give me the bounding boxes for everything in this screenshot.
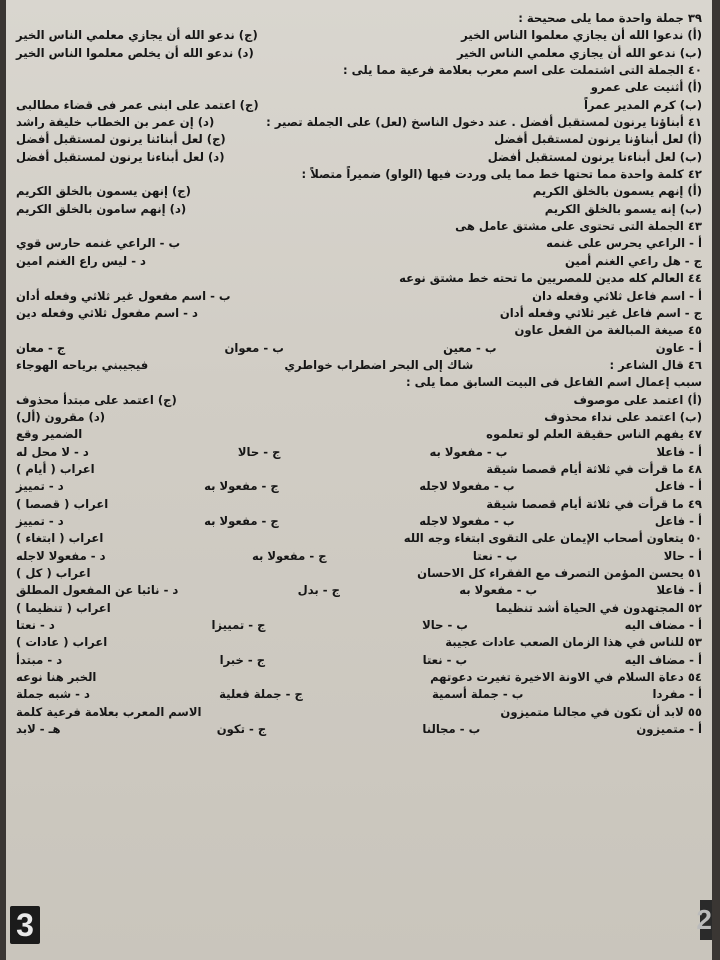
line-segment: هـ - لابد — [16, 722, 61, 737]
page-number: 3 — [10, 906, 40, 944]
line-segment: ج - حالا — [237, 444, 281, 459]
question-text: ٤٢ كلمة واحدة مما تحتها خط مما يلى وردت فيها (الواو) ضميراً متصلاً : — [301, 167, 702, 182]
line-segment: ب - الراعي غنمه حارس قوي — [16, 236, 181, 251]
line-segment: د - اسم مفعول ثلاثي وفعله دين — [16, 305, 198, 320]
line-segment: (ج) اعتمد على مبتدأ محذوف — [16, 392, 177, 407]
text-line — [16, 617, 702, 634]
text-line — [16, 97, 702, 114]
text-line — [16, 305, 702, 322]
line-segment: د - نعتا — [16, 618, 55, 633]
question-text: ٤٣ الجملة التى تحتوى على مشتق عامل هى — [455, 219, 702, 234]
text-line — [16, 600, 702, 617]
line-segment: (ج) إنهن يسمون بالخلق الكريم — [16, 184, 191, 199]
line-segment: أ - مضاف اليه — [624, 618, 702, 633]
question-text: (أ) أثنيت على عمرو — [590, 80, 702, 95]
text-line — [16, 79, 702, 96]
text-line — [16, 45, 702, 62]
exam-page — [6, 0, 712, 960]
text-line — [16, 704, 702, 721]
line-segment: أ - حالا — [663, 548, 702, 563]
line-segment: د - نائبا عن المفعول المطلق — [16, 583, 179, 598]
text-line — [16, 409, 702, 426]
line-segment: ٥٢ المجتهدون في الحياة أشد تنظيما — [495, 600, 702, 615]
line-segment: (أ) إنهم يسمون بالخلق الكريم — [532, 184, 702, 199]
line-segment: ب - اسم مفعول غير ثلاثي وفعله أدان — [16, 288, 231, 303]
text-line — [16, 461, 702, 478]
text-line — [16, 270, 702, 287]
line-segment: د - تمييز — [16, 513, 64, 528]
line-segment: اعراب ( تنظيما ) — [16, 600, 111, 615]
text-line — [16, 721, 702, 738]
text-line — [16, 565, 702, 582]
line-segment: (ب) إنه يسمو بالخلق الكريم — [544, 201, 702, 216]
line-segment: ب - مجالنا — [422, 722, 481, 737]
text-line — [16, 357, 702, 374]
line-segment: (ب) ندعو الله أن يجازي معلمي الناس الخير — [456, 45, 702, 60]
line-segment: شاك إلى البحر اضطراب خواطري — [284, 357, 474, 372]
line-segment: (د) ندعو الله أن يخلص معلموا الناس الخير — [16, 45, 254, 60]
text-line — [16, 201, 702, 218]
line-segment: ب - مفعولا لاجله — [419, 513, 515, 528]
text-line — [16, 496, 702, 513]
line-segment: ٥٥ لابد أن تكون في مجالنا متميزون — [500, 704, 702, 719]
line-segment: ٤٨ ما قرأت في ثلاثة أيام قصصا شيقة — [486, 461, 702, 476]
question-text: ٤٤ العالم كله مدين للمصريين ما تحته خط مشتق نوعه — [399, 271, 702, 286]
line-segment: اعراب ( قصصا ) — [16, 496, 109, 511]
line-segment: أ - فاعل — [654, 479, 702, 494]
line-segment: (د) لعل أبناءنا يرنون لمستقبل أفضل — [16, 149, 225, 164]
question-text: ٤٥ صيغة المبالغة من الفعل عاون — [514, 323, 702, 338]
text-line — [16, 478, 702, 495]
text-line — [16, 322, 702, 339]
line-segment: أ - فاعلا — [656, 444, 702, 459]
line-segment: د - لا محل له — [16, 444, 89, 459]
line-segment: ج - جملة فعلية — [219, 687, 303, 702]
line-segment: فيجيبني برياحه الهوجاء — [16, 357, 149, 372]
question-text: سبب إعمال اسم الفاعل فى البيت السابق مما يلى : — [406, 375, 702, 390]
line-segment: ب - معوان — [224, 340, 284, 355]
text-line — [16, 652, 702, 669]
line-segment: اعراب ( أيام ) — [16, 461, 95, 476]
line-segment: اعراب ( ابتغاء ) — [16, 531, 104, 546]
line-segment: أ - الراعي يحرس على غنمه — [546, 236, 702, 251]
text-line — [16, 114, 702, 131]
line-segment: أ - عاون — [655, 340, 702, 355]
line-segment: ٤٦ قال الشاعر : — [609, 357, 702, 372]
text-line — [16, 634, 702, 651]
line-segment: (أ) لعل أبناؤنا يرنون لمستقبل أفضل — [494, 132, 702, 147]
text-line — [16, 444, 702, 461]
text-line — [16, 235, 702, 252]
line-segment: ب - نعتا — [472, 548, 518, 563]
line-segment: أ - مفردا — [652, 687, 702, 702]
line-segment: ب - مفعولا لاجله — [419, 479, 515, 494]
text-line — [16, 10, 702, 27]
line-segment: ج - تمييزا — [211, 618, 266, 633]
questions-block — [16, 10, 702, 738]
text-line — [16, 131, 702, 148]
text-line — [16, 669, 702, 686]
line-segment: ج - خبرا — [219, 652, 266, 667]
text-line — [16, 27, 702, 44]
line-segment: ب - جملة أسمية — [431, 687, 524, 702]
question-text: ٤٠ الجملة التى اشتملت على اسم معرب بعلامة فرعية مما يلى : — [342, 63, 702, 78]
line-segment: ج - هل راعي الغنم أمين — [564, 253, 702, 268]
line-segment: ج - بدل — [297, 583, 340, 598]
line-segment: اعراب ( عادات ) — [16, 635, 108, 650]
text-line — [16, 392, 702, 409]
line-segment: أ - فاعلا — [656, 583, 702, 598]
line-segment: ج - مفعولا به — [204, 479, 279, 494]
line-segment: أ - فاعل — [654, 513, 702, 528]
line-segment: ج - تكون — [216, 722, 267, 737]
text-line — [16, 62, 702, 79]
text-line — [16, 149, 702, 166]
line-segment: ج - اسم فاعل غير ثلاثي وفعله أدان — [499, 305, 702, 320]
question-text: ٣٩ جملة واحدة مما يلى صحيحة : — [518, 11, 702, 25]
line-segment: ج - مفعولا به — [204, 513, 279, 528]
text-line — [16, 426, 702, 443]
line-segment: د - ليس راع الغنم امين — [16, 253, 146, 268]
line-segment: ب - مفعولا به — [459, 583, 538, 598]
text-line — [16, 582, 702, 599]
line-segment: أ - مضاف اليه — [624, 652, 702, 667]
line-segment: ٥٤ دعاة السلام في الاونة الاخيرة تغيرت دعوتهم — [430, 670, 702, 685]
line-segment: ٥١ يحسن المؤمن التصرف مع الفقراء كل الاحسان — [417, 566, 702, 580]
line-segment: ب - مفعولا به — [429, 444, 508, 459]
line-segment: ب - نعتا — [422, 652, 468, 667]
text-line — [16, 530, 702, 547]
line-segment: د - شبه جملة — [16, 687, 90, 702]
text-line — [16, 513, 702, 530]
text-line — [16, 686, 702, 703]
line-segment: ٤٩ ما قرأت في ثلاثة أيام قصصا شيقة — [486, 496, 702, 511]
line-segment: اعراب ( كل ) — [16, 566, 91, 580]
text-line — [16, 218, 702, 235]
line-segment: (ب) كرم المدير عمراً — [583, 97, 702, 112]
line-segment: ب - معين — [443, 340, 497, 355]
text-line — [16, 340, 702, 357]
line-segment: ٤١ أبناؤنا يرنون لمستقبل أفضل . عند دخول الناسخ (لعل) على الجملة تصير : — [266, 115, 702, 130]
line-segment: (ب) اعتمد على نداء محذوف — [544, 409, 702, 424]
line-segment: د - تمييز — [16, 479, 64, 494]
line-segment: (أ) ندعوا الله أن يجازي معلموا الناس الخير — [461, 28, 702, 43]
line-segment: (أ) اعتمد على موصوف — [573, 392, 702, 407]
text-line — [16, 288, 702, 305]
line-segment: الخبر هنا نوعه — [16, 670, 97, 685]
line-segment: أ - متميزون — [636, 722, 702, 737]
line-segment: (د) إن عمر بن الخطاب خليفة راشد — [16, 115, 215, 130]
line-segment: (ج) ندعو الله أن يجازي معلمي الناس الخير — [16, 28, 258, 43]
text-line — [16, 166, 702, 183]
line-segment: (ج) لعل أبنائنا يرنون لمستقبل أفضل — [16, 132, 226, 147]
text-line — [16, 374, 702, 391]
line-segment: (د) إنهم سامون بالخلق الكريم — [16, 201, 187, 216]
line-segment: الاسم المعرب بعلامة فرعية كلمة — [16, 704, 202, 719]
line-segment: أ - اسم فاعل ثلاثي وفعله دان — [532, 288, 702, 303]
line-segment: ٥٠ يتعاون أصحاب الإيمان على التقوى ابتغاء وجه الله — [403, 531, 702, 546]
text-line — [16, 183, 702, 200]
line-segment: (ب) لعل أبناءنا يرنون لمستقبل أفضل — [487, 149, 702, 164]
line-segment: ب - حالا — [422, 618, 468, 633]
line-segment: (ج) اعتمد على ابنى عمر فى قضاء مطالبى — [16, 97, 259, 112]
next-page-edge: 2 — [700, 900, 712, 940]
text-line — [16, 253, 702, 270]
line-segment: ٥٣ للناس في هذا الزمان الصعب عادات عجيبة — [445, 635, 702, 650]
line-segment: (د) مقرون (أل) — [16, 409, 106, 424]
line-segment: د - مفعولا لاجله — [16, 548, 106, 563]
text-line — [16, 548, 702, 565]
line-segment: ج - مفعولا به — [251, 548, 327, 563]
line-segment: الضمير وقع — [16, 427, 83, 442]
line-segment: ٤٧ يفهم الناس حقيقة العلم لو تعلموه — [486, 427, 702, 442]
line-segment: د - مبتدأ — [16, 652, 63, 667]
line-segment: ج - معان — [16, 340, 66, 355]
